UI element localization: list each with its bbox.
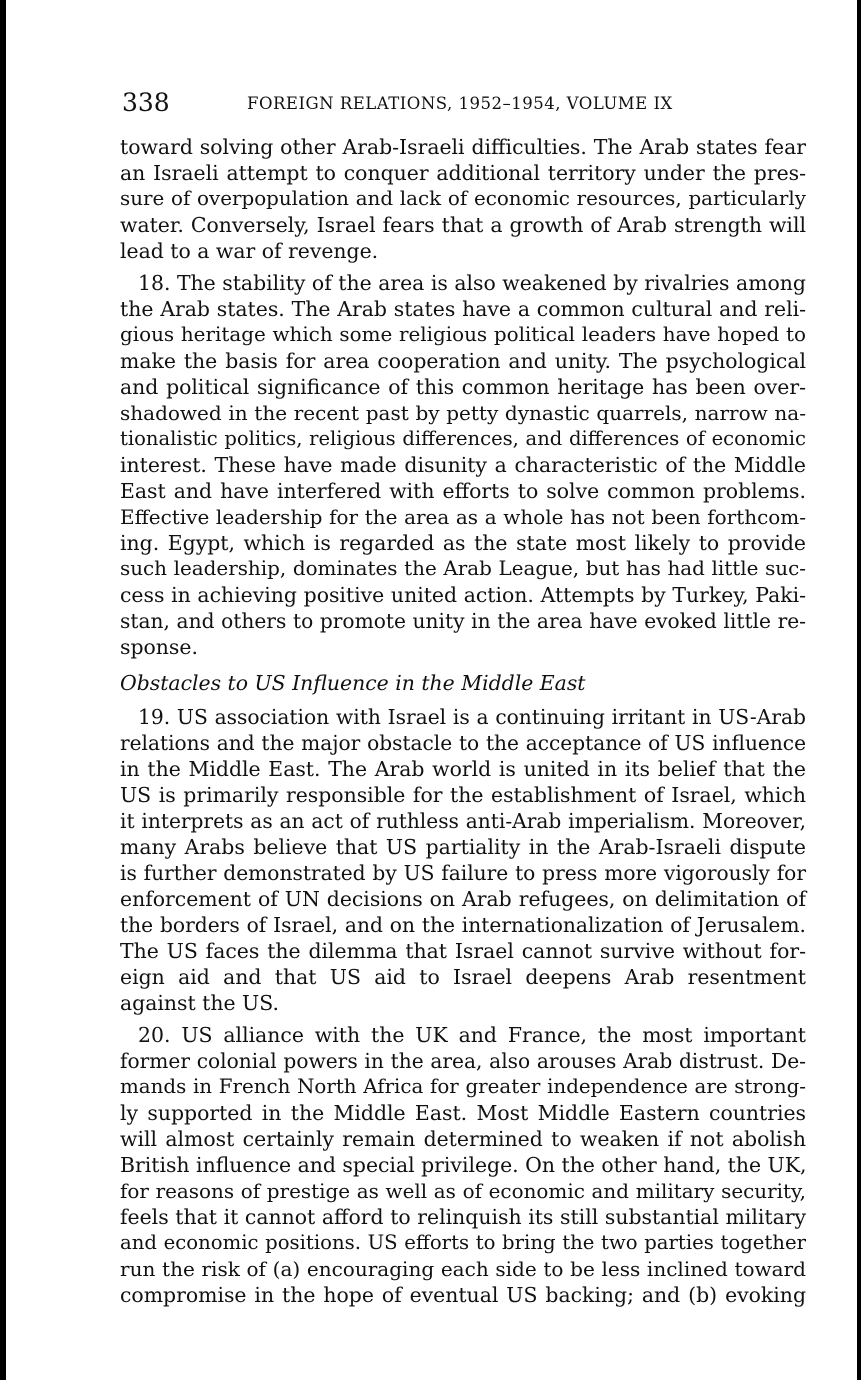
text-line: and political significance of this common heritage has been over- <box>120 375 806 399</box>
text-line: toward solving other Arab-Israeli difficulties. The Arab states fear <box>120 135 806 159</box>
text-line: will almost certainly remain determined to weaken if not abolish <box>120 1127 806 1151</box>
paragraph-19 <box>120 704 806 1016</box>
text-line: relations and the major obstacle to the acceptance of US influence <box>120 731 806 755</box>
text-line: stan, and others to promote unity in the area have evoked little re- <box>120 609 806 633</box>
text-line: eign aid and that US aid to Israel deepens Arab resentment <box>120 965 806 989</box>
text-line: the Arab states. The Arab states have a common cultural and reli- <box>120 297 806 321</box>
text-line: ly supported in the Middle East. Most Middle Eastern countries <box>120 1101 806 1125</box>
text-line: run the risk of (a) encouraging each side to be less inclined toward <box>120 1257 806 1281</box>
paragraph-20 <box>120 1022 806 1308</box>
paragraph-18 <box>120 270 806 660</box>
text-line: an Israeli attempt to conquer additional territory under the pres- <box>120 161 806 185</box>
text-line: The US faces the dilemma that Israel cannot survive without for- <box>120 939 806 963</box>
text-line: Effective leadership for the area as a whole has not been forthcom- <box>120 505 806 529</box>
text-line: in the Middle East. The Arab world is united in its belief that the <box>120 757 806 781</box>
text-line: it interprets as an act of ruthless anti-Arab imperialism. Moreover, <box>120 809 806 833</box>
text-line: enforcement of UN decisions on Arab refugees, on delimitation of <box>120 887 806 911</box>
text-line: for reasons of prestige as well as of economic and military security, <box>120 1179 806 1203</box>
text-line: cess in achieving positive united action. Attempts by Turkey, Paki- <box>120 583 806 607</box>
text-line: and economic positions. US efforts to bring the two parties together <box>120 1231 806 1254</box>
text-line: shadowed in the recent past by petty dynastic quarrels, narrow na- <box>120 401 806 425</box>
text-line: many Arabs believe that US partiality in the Arab-Israeli dispute <box>120 835 806 859</box>
text-line: gious heritage which some religious political leaders have hoped to <box>120 323 806 346</box>
paragraph-continuation <box>120 134 806 264</box>
text-line: East and have interfered with efforts to solve common problems. <box>120 479 806 503</box>
text-line: US is primarily responsible for the establishment of Israel, which <box>120 783 806 807</box>
text-line: against the US. <box>120 991 279 1015</box>
text-line: mands in French North Africa for greater independence are strong- <box>120 1075 806 1098</box>
running-head: FOREIGN RELATIONS, 1952–1954, VOLUME IX <box>247 94 673 113</box>
page-number: 338 <box>122 88 170 117</box>
text-line: feels that it cannot afford to relinquish its still substantial military <box>120 1205 806 1229</box>
text-line: the borders of Israel, and on the internationalization of Jerusalem. <box>120 913 806 937</box>
text-line: sponse. <box>120 635 198 659</box>
text-line: lead to a war of revenge. <box>120 239 379 263</box>
section-heading: Obstacles to US Influence in the Middle East <box>120 671 586 695</box>
text-line: 19. US association with Israel is a continuing irritant in US-Arab <box>138 705 806 729</box>
text-line: ing. Egypt, which is regarded as the state most likely to provide <box>120 531 806 555</box>
text-line: compromise in the hope of eventual US backing; and (b) evoking <box>120 1283 806 1307</box>
text-line: British influence and special privilege. On the other hand, the UK, <box>120 1153 807 1177</box>
text-line: 20. US alliance with the UK and France, the most important <box>138 1023 806 1047</box>
text-line: make the basis for area cooperation and unity. The psychological <box>120 349 806 373</box>
text-line: sure of overpopulation and lack of economic resources, particularly <box>120 187 806 210</box>
text-line: former colonial powers in the area, also arouses Arab distrust. De- <box>120 1049 806 1073</box>
text-line: tionalistic politics, religious differences, and differences of economic <box>120 427 806 450</box>
text-line: 18. The stability of the area is also weakened by rivalries among <box>138 271 806 295</box>
text-line: interest. These have made disunity a characteristic of the Middle <box>120 453 806 477</box>
body-text <box>120 134 806 1314</box>
text-line: water. Conversely, Israel fears that a growth of Arab strength will <box>120 213 806 237</box>
text-line: is further demonstrated by US failure to press more vigorously for <box>120 861 806 885</box>
document-page <box>6 0 857 1380</box>
text-line: such leadership, dominates the Arab League, but has had little suc- <box>120 557 806 580</box>
page-header <box>122 88 806 122</box>
